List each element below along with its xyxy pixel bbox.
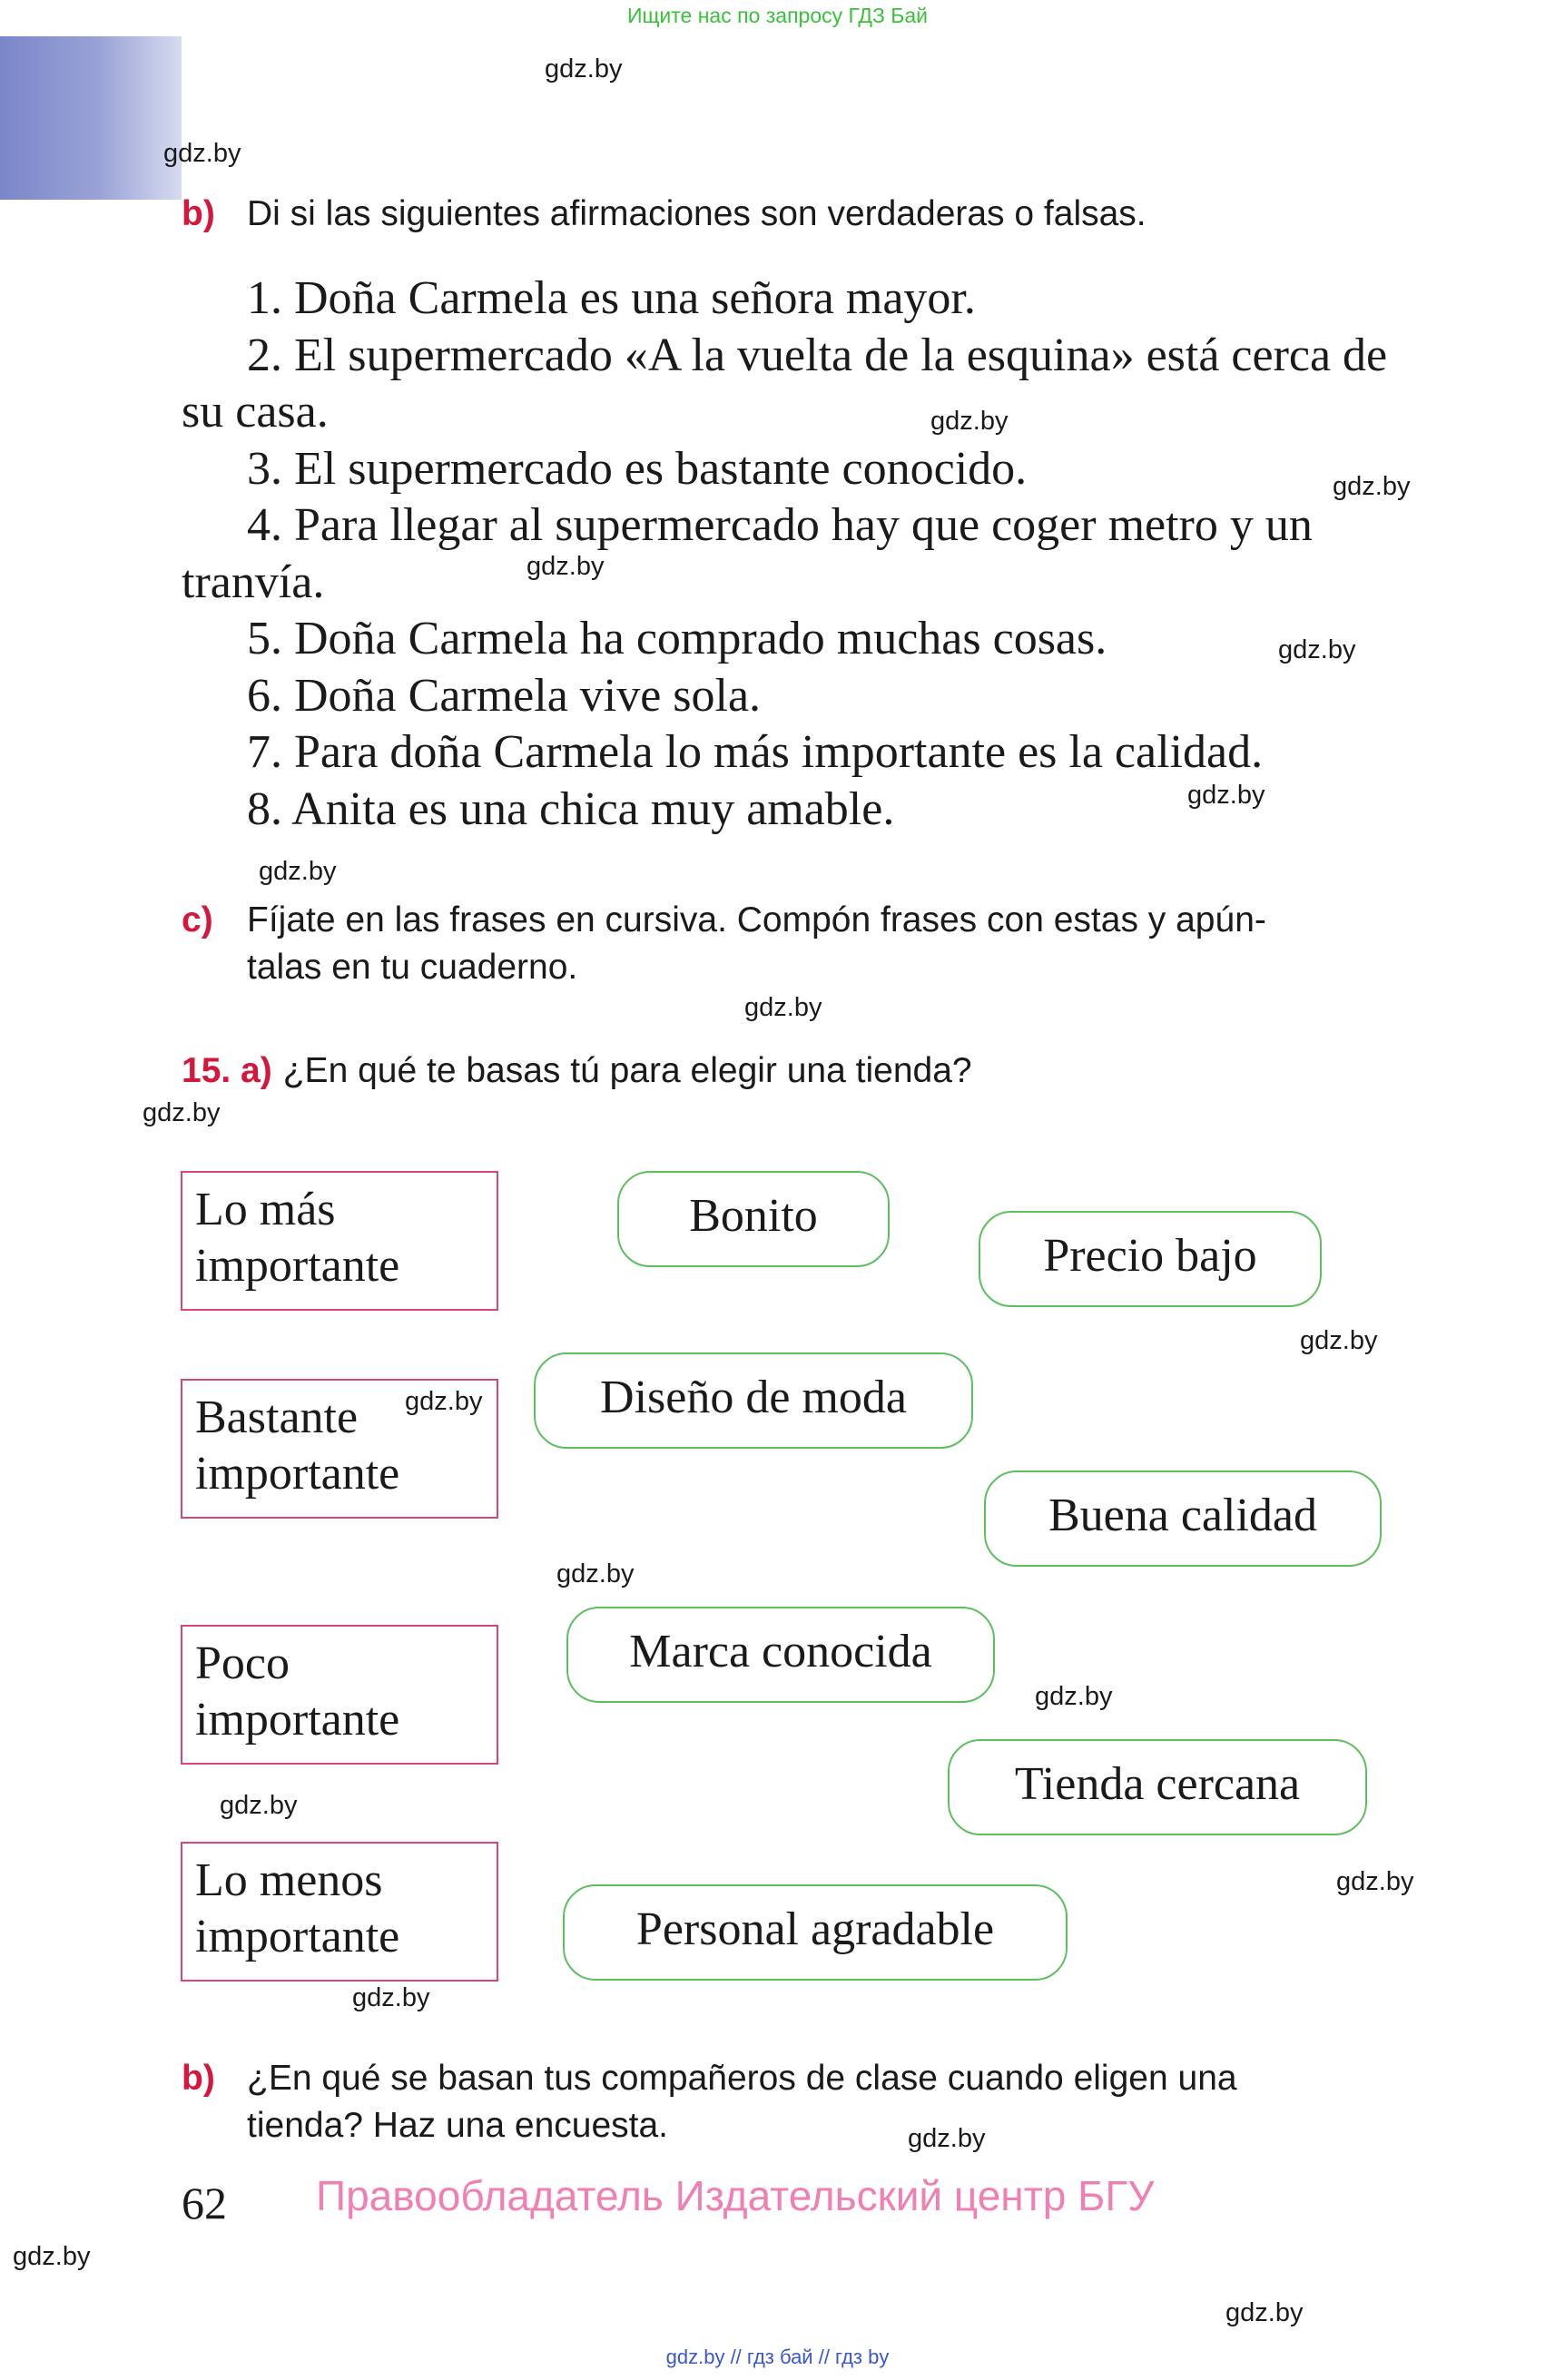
criterion-pill: Personal agradable bbox=[563, 1884, 1068, 1981]
task-15a bbox=[182, 1047, 972, 1095]
watermark: gdz.by bbox=[405, 1387, 483, 1416]
watermark: gdz.by bbox=[1300, 1326, 1378, 1355]
watermark: gdz.by bbox=[556, 1559, 635, 1588]
watermark: gdz.by bbox=[545, 54, 623, 84]
watermark: gdz.by bbox=[1336, 1867, 1414, 1896]
importance-line: Poco bbox=[195, 1637, 290, 1689]
importance-line: importante bbox=[195, 1448, 400, 1500]
watermark: gdz.by bbox=[744, 993, 822, 1022]
watermark: gdz.by bbox=[259, 857, 337, 886]
watermark: gdz.by bbox=[352, 1983, 430, 2012]
importance-box bbox=[181, 1171, 498, 1311]
watermark: gdz.by bbox=[1333, 472, 1411, 501]
importance-line: Lo más bbox=[195, 1184, 336, 1235]
statement-item: 2. El supermercado «A la vuelta de la esquina» está cerca de su casa. bbox=[182, 329, 1388, 438]
watermark: gdz.by bbox=[1225, 2298, 1304, 2327]
watermark: gdz.by bbox=[908, 2124, 986, 2153]
statement-item: 1. Doña Carmela es una señora mayor. bbox=[247, 272, 976, 324]
top-banner[interactable]: Ищите нас по запросу ГДЗ Бай bbox=[626, 4, 929, 27]
task-text: Di si las siguientes afirmaciones son verdaderas o falsas. bbox=[247, 194, 1147, 233]
task-text: ¿En qué te basas tú para elegir una tienda? bbox=[282, 1051, 972, 1090]
watermark: gdz.by bbox=[1278, 635, 1356, 664]
watermark: gdz.by bbox=[220, 1791, 298, 1820]
footer-links[interactable]: gdz.by // гдз бай // гдз by bbox=[665, 2346, 890, 2368]
page-number: 62 bbox=[182, 2178, 227, 2228]
task-text-line1: ¿En qué se basan tus compañeros de clase cuando eligen una bbox=[247, 2059, 1237, 2098]
task-b bbox=[182, 191, 1147, 238]
task-letter: b) bbox=[182, 2059, 215, 2098]
watermark: gdz.by bbox=[1187, 781, 1265, 810]
statement-item: 6. Doña Carmela vive sola. bbox=[247, 669, 762, 722]
task-letter: b) bbox=[182, 194, 215, 233]
criterion-pill: Buena calidad bbox=[984, 1470, 1382, 1567]
statement-item: 4. Para llegar al supermercado hay que coger metro y un tranvía. bbox=[182, 499, 1313, 608]
importance-box bbox=[181, 1625, 498, 1765]
statement-list bbox=[182, 270, 1389, 838]
task-text-line1: Fíjate en las frases en cursiva. Compón frases con estas y apún- bbox=[247, 900, 1266, 939]
task-15b-continuation: tienda? Haz una encuesta. bbox=[247, 2106, 669, 2145]
importance-box bbox=[181, 1379, 498, 1519]
criterion-pill: Marca conocida bbox=[566, 1607, 995, 1703]
watermark: gdz.by bbox=[163, 139, 241, 168]
watermark: gdz.by bbox=[1035, 1682, 1113, 1711]
statement-item: 8. Anita es una chica muy amable. bbox=[247, 782, 895, 835]
task-c-continuation: talas en tu cuaderno. bbox=[247, 948, 578, 987]
task-letter: c) bbox=[182, 900, 213, 939]
watermark: gdz.by bbox=[930, 407, 1009, 436]
task-15b bbox=[182, 2055, 1237, 2102]
watermark: gdz.by bbox=[13, 2242, 91, 2271]
copyright-notice: Правообладатель Издательский центр БГУ bbox=[316, 2172, 1155, 2219]
corner-decoration bbox=[0, 36, 182, 200]
criterion-pill: Tienda cercana bbox=[948, 1739, 1367, 1835]
task-c bbox=[182, 897, 1266, 944]
statement-item: 3. El supermercado es bastante conocido. bbox=[247, 442, 1028, 495]
criterion-pill: Bonito bbox=[617, 1171, 890, 1267]
importance-line: importante bbox=[195, 1240, 400, 1292]
statement-item: 5. Doña Carmela ha comprado muchas cosas. bbox=[247, 613, 1107, 664]
importance-line: importante bbox=[195, 1694, 400, 1746]
criterion-pill: Diseño de moda bbox=[534, 1352, 973, 1449]
importance-box bbox=[181, 1842, 498, 1982]
task-number: 15. a) bbox=[182, 1051, 272, 1090]
statement-item: 7. Para doña Carmela lo más importante es la calidad. bbox=[247, 726, 1264, 778]
importance-line: Lo menos bbox=[195, 1854, 383, 1906]
importance-line: importante bbox=[195, 1911, 400, 1962]
criterion-pill: Precio bajo bbox=[979, 1211, 1322, 1307]
importance-line: Bastante bbox=[195, 1392, 359, 1443]
watermark: gdz.by bbox=[143, 1098, 221, 1127]
watermark: gdz.by bbox=[527, 552, 605, 581]
